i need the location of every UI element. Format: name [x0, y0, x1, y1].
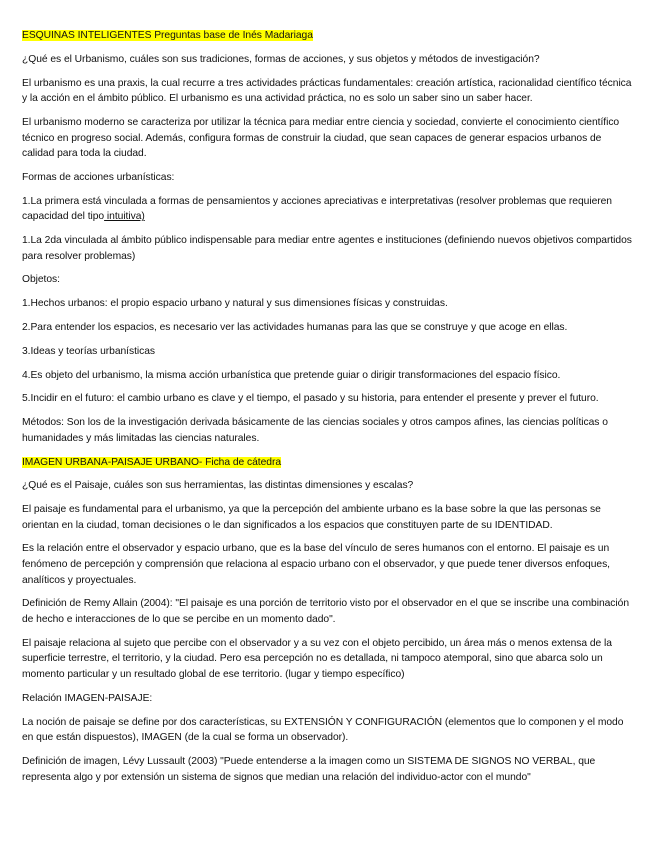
relacion-title: Relación IMAGEN-PAISAJE:: [22, 692, 153, 704]
objeto-item-5: 5.Incidir en el futuro: el cambio urbano es clave y el tiempo, el pasado y su historia, para entender el presente y prever el futuro.: [22, 393, 599, 405]
section1-paragraph-2: El urbanismo moderno se caracteriza por utilizar la técnica para mediar entre ciencia y sociedad, convierte el conocimiento científico técnico en progreso social. Además, configura formas de construir la ciudad, que sean capaces de generar espacios urbanos de calidad para toda la ciudad.: [22, 116, 620, 160]
metodos-paragraph: Métodos: Son los de la investigación derivada básicamente de las ciencias sociales y otros campos afines, las ciencias políticas o humanidades y más limitadas las ciencias naturales.: [22, 417, 608, 444]
section2-question: ¿Qué es el Paisaje, cuáles son sus herramientas, las distintas dimensiones y escalas?: [22, 480, 414, 492]
section1-paragraph-1: El urbanismo es una praxis, la cual recurre a tres actividades prácticas fundamentales: creación artística, racionalidad científico técnica y la acción en el ámbito público. El urbanismo es una actividad práctica, no es solo un saber sino un saber hacer.: [22, 77, 632, 105]
forma-item-2: 1.La 2da vinculada al ámbito público indispensable para mediar entre agentes e instituciones (definiendo nuevos objetivos compartidos para resolver problemas): [22, 235, 632, 262]
section2-paragraph-2: Es la relación entre el observador y espacio urbano, que es la base del vínculo de seres humanos con el entorno. El paisaje es un fenómeno de percepción y comprensión que relaciona al espacio urbano con el observador, y que puede tener diversos enfoques, analíticos y proyectuales.: [22, 543, 610, 586]
document-page: [22, 28, 634, 793]
objetos-title: Objetos:: [22, 274, 60, 286]
objeto-item-1: 1.Hechos urbanos: el propio espacio urbano y natural y sus dimensiones físicas y construidas.: [22, 298, 448, 310]
section1-question: ¿Qué es el Urbanismo, cuáles son sus tradiciones, formas de acciones, y sus objetos y métodos de investigación?: [22, 53, 540, 65]
section2-paragraph-3: Definición de Remy Allain (2004): "El paisaje es una porción de territorio visto por el observador en el que se inscribe una combinación de hecho e interacciones de lo que se percibe en un momento dado".: [22, 598, 629, 625]
section2-paragraph-1: El paisaje es fundamental para el urbanismo, ya que la percepción del ambiente urbano es la base sobre la que las personas se orientan en la ciudad, toman decisiones o le dan significados a los espacios que constituyen parte de su IDENTIDAD.: [22, 504, 601, 531]
objeto-item-4: 4.Es objeto del urbanismo, la misma acción urbanística que pretende guiar o dirigir transformaciones del espacio físico.: [22, 369, 561, 381]
section1-heading-line: [22, 28, 634, 44]
section1-heading: ESQUINAS INTELIGENTES Preguntas base de Inés Madariaga: [22, 30, 313, 41]
section2-heading-line: [22, 455, 634, 471]
objeto-item-3: 3.Ideas y teorías urbanísticas: [22, 345, 156, 357]
forma-item-1: [22, 194, 634, 225]
section2-paragraph-4: El paisaje relaciona al sujeto que percibe con el observador y a su vez con el objeto percibido, un área más o menos extensa de la superficie terrestre, el territorio, y la ciudad. Pero esa percepción no es detallada, ni tampoco atemporal, sino que abarca solo un momento particular y un resultado global de ese territorio. (lugar y tiempo específico): [22, 637, 612, 680]
forma-item-1-text: 1.La primera está vinculada a formas de pensamientos y acciones apreciativas e interpretativas (resolver problemas que requieren capacidad del tipo: [22, 195, 612, 223]
objeto-item-2: 2.Para entender los espacios, es necesario ver las actividades humanas para las que se construye y que acoge en ellas.: [22, 322, 568, 333]
section2-heading: IMAGEN URBANA-PAISAJE URBANO- Ficha de cátedra: [22, 456, 282, 468]
formas-title: Formas de acciones urbanísticas:: [22, 171, 175, 183]
forma-item-1-underlined: intuitiva): [104, 211, 145, 223]
section2-paragraph-5: La noción de paisaje se define por dos características, su EXTENSIÓN Y CONFIGURACIÓN (elementos que lo componen y el modo en que están dispuestos), IMAGEN (de la cual se forma un observador).: [22, 716, 624, 744]
section2-paragraph-6: Definición de imagen, Lévy Lussault (2003) "Puede entenderse a la imagen como un SISTEMA DE SIGNOS NO VERBAL, que representa algo y por extensión un sistema de signos que median una relación del individuo-actor con el mundo": [22, 755, 596, 783]
